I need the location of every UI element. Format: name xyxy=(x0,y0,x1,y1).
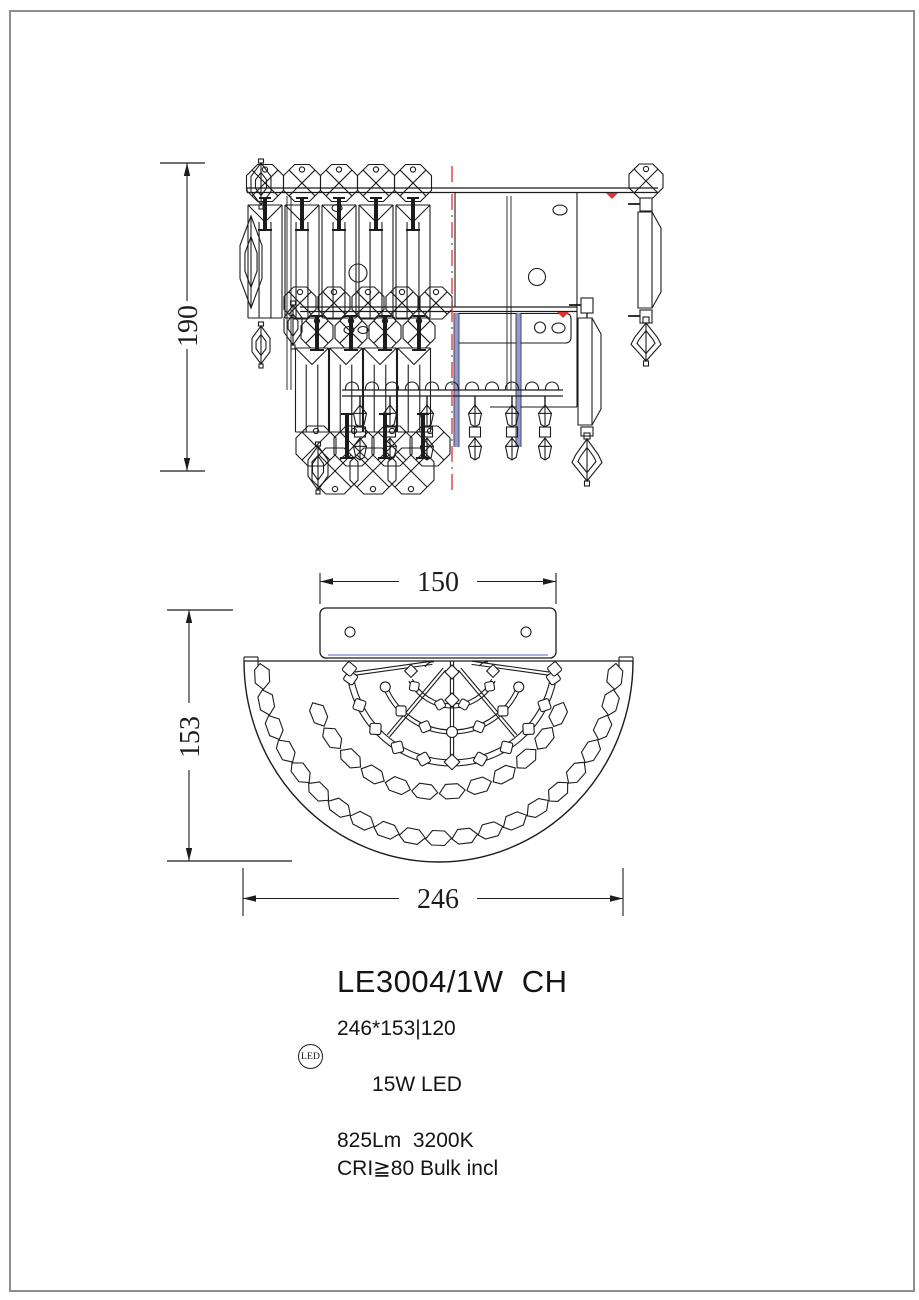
product-lumens-line: 825Lm 3200K xyxy=(337,1129,474,1152)
product-model: LE3004/1W CH xyxy=(337,964,568,999)
dim-label-width-246: 246 xyxy=(417,884,459,915)
product-info xyxy=(300,964,568,1183)
led-badge-label: LED xyxy=(300,1051,321,1062)
led-badge-icon xyxy=(298,1044,323,1069)
front-view-linework xyxy=(167,573,633,916)
product-wattage-line xyxy=(300,1043,568,1127)
product-wattage: 15W LED xyxy=(372,1073,462,1096)
product-size-line: 246*153|120 xyxy=(337,1017,456,1040)
product-cri-line: CRI≧80 Bulk incl xyxy=(337,1157,499,1180)
dim-label-height-190: 190 xyxy=(173,305,204,347)
dim-label-plate-150: 150 xyxy=(417,567,459,598)
dim-label-height-153: 153 xyxy=(175,716,206,758)
side-view-linework xyxy=(160,159,663,494)
